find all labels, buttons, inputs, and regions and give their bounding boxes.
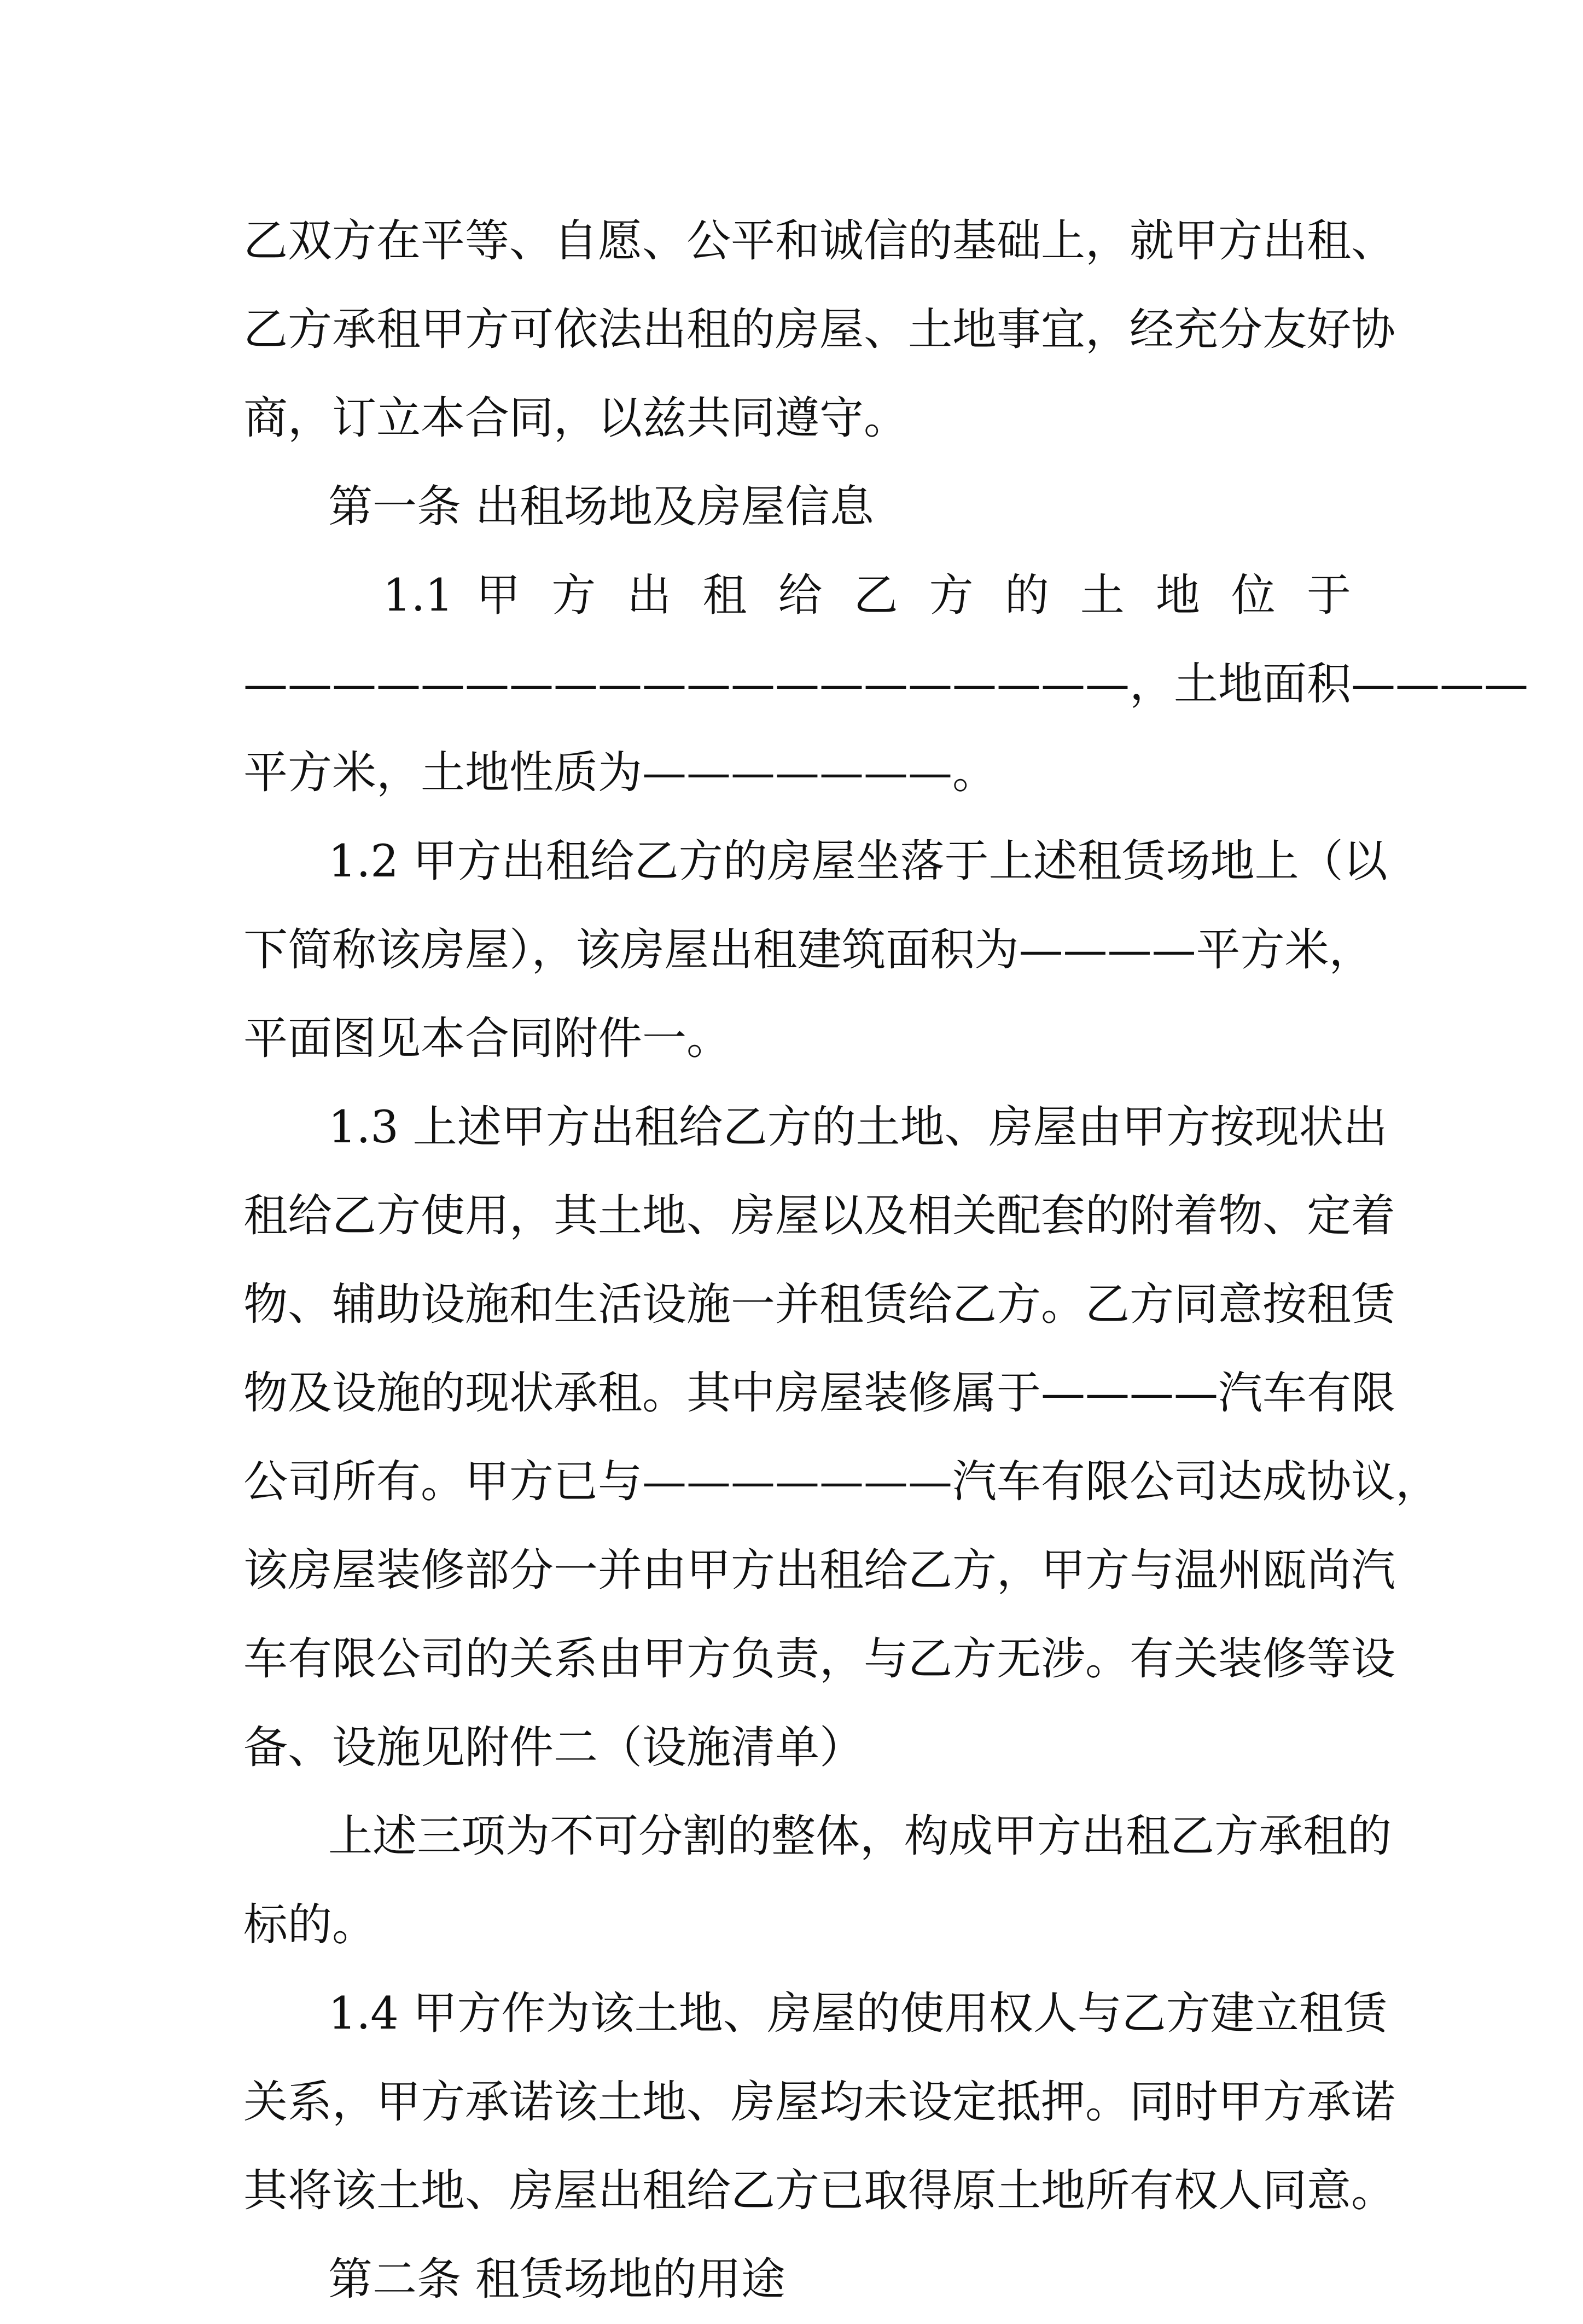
text-line: 租给乙方使用，其土地、房屋以及相关配套的附着物、定着 [243, 1190, 1396, 1242]
text-line: 其将该土地、房屋出租给乙方已取得原土地所有权人同意。 [243, 2165, 1396, 2217]
text-line: 下简称该房屋），该房屋出租建筑面积为————平方米， [243, 925, 1374, 976]
text-line: 备、设施见附件二（设施清单） [243, 1722, 864, 1774]
text-line: 该房屋装修部分一并由甲方出租给乙方，甲方与温州瓯尚汽 [243, 1545, 1396, 1596]
text-line: 物及设施的现状承租。其中房屋装修属于————汽车有限 [243, 1368, 1396, 1419]
text-line: 乙双方在平等、自愿、公平和诚信的基础上，就甲方出租、 [243, 216, 1396, 267]
text-line: 商，订立本合同，以兹共同遵守。 [243, 393, 909, 444]
text-line: 平面图见本合同附件一。 [243, 1013, 731, 1065]
text-line: 关系，甲方承诺该土地、房屋均未设定抵押。同时甲方承诺 [243, 2077, 1396, 2128]
clause-1-4: 1.4 甲方作为该土地、房屋的使用权人与乙方建立租赁 [328, 1988, 1388, 2040]
clause-1-1: 1.1 甲 方 出 租 给 乙 方 的 土 地 位 于 [383, 570, 1351, 621]
text-line: ————————————————————，土地面积———— [243, 659, 1529, 710]
text-line: 平方米，土地性质为———————。 [243, 747, 997, 799]
text-line: 标的。 [243, 1899, 377, 1951]
article-heading-1: 第一条 出租场地及房屋信息 [328, 481, 874, 533]
text-line: 车有限公司的关系由甲方负责，与乙方无涉。有关装修等设 [243, 1634, 1396, 1685]
text-line: 乙方承租甲方可依法出租的房屋、土地事宜，经充分友好协 [243, 304, 1396, 356]
clause-1-3: 1.3 上述甲方出租给乙方的土地、房屋由甲方按现状出 [328, 1102, 1388, 1153]
text-line: 物、辅助设施和生活设施一并租赁给乙方。乙方同意按租赁 [243, 1279, 1396, 1331]
document-page [243, 197, 1529, 2324]
clause-1-2: 1.2 甲方出租给乙方的房屋坐落于上述租赁场地上（以 [328, 836, 1388, 887]
article-heading-2: 第二条 租赁场地的用途 [328, 2254, 785, 2305]
summary-paragraph: 上述三项为不可分割的整体，构成甲方出租乙方承租的 [328, 1811, 1392, 1862]
text-line: 公司所有。甲方已与———————汽车有限公司达成协议， [243, 1456, 1440, 1508]
